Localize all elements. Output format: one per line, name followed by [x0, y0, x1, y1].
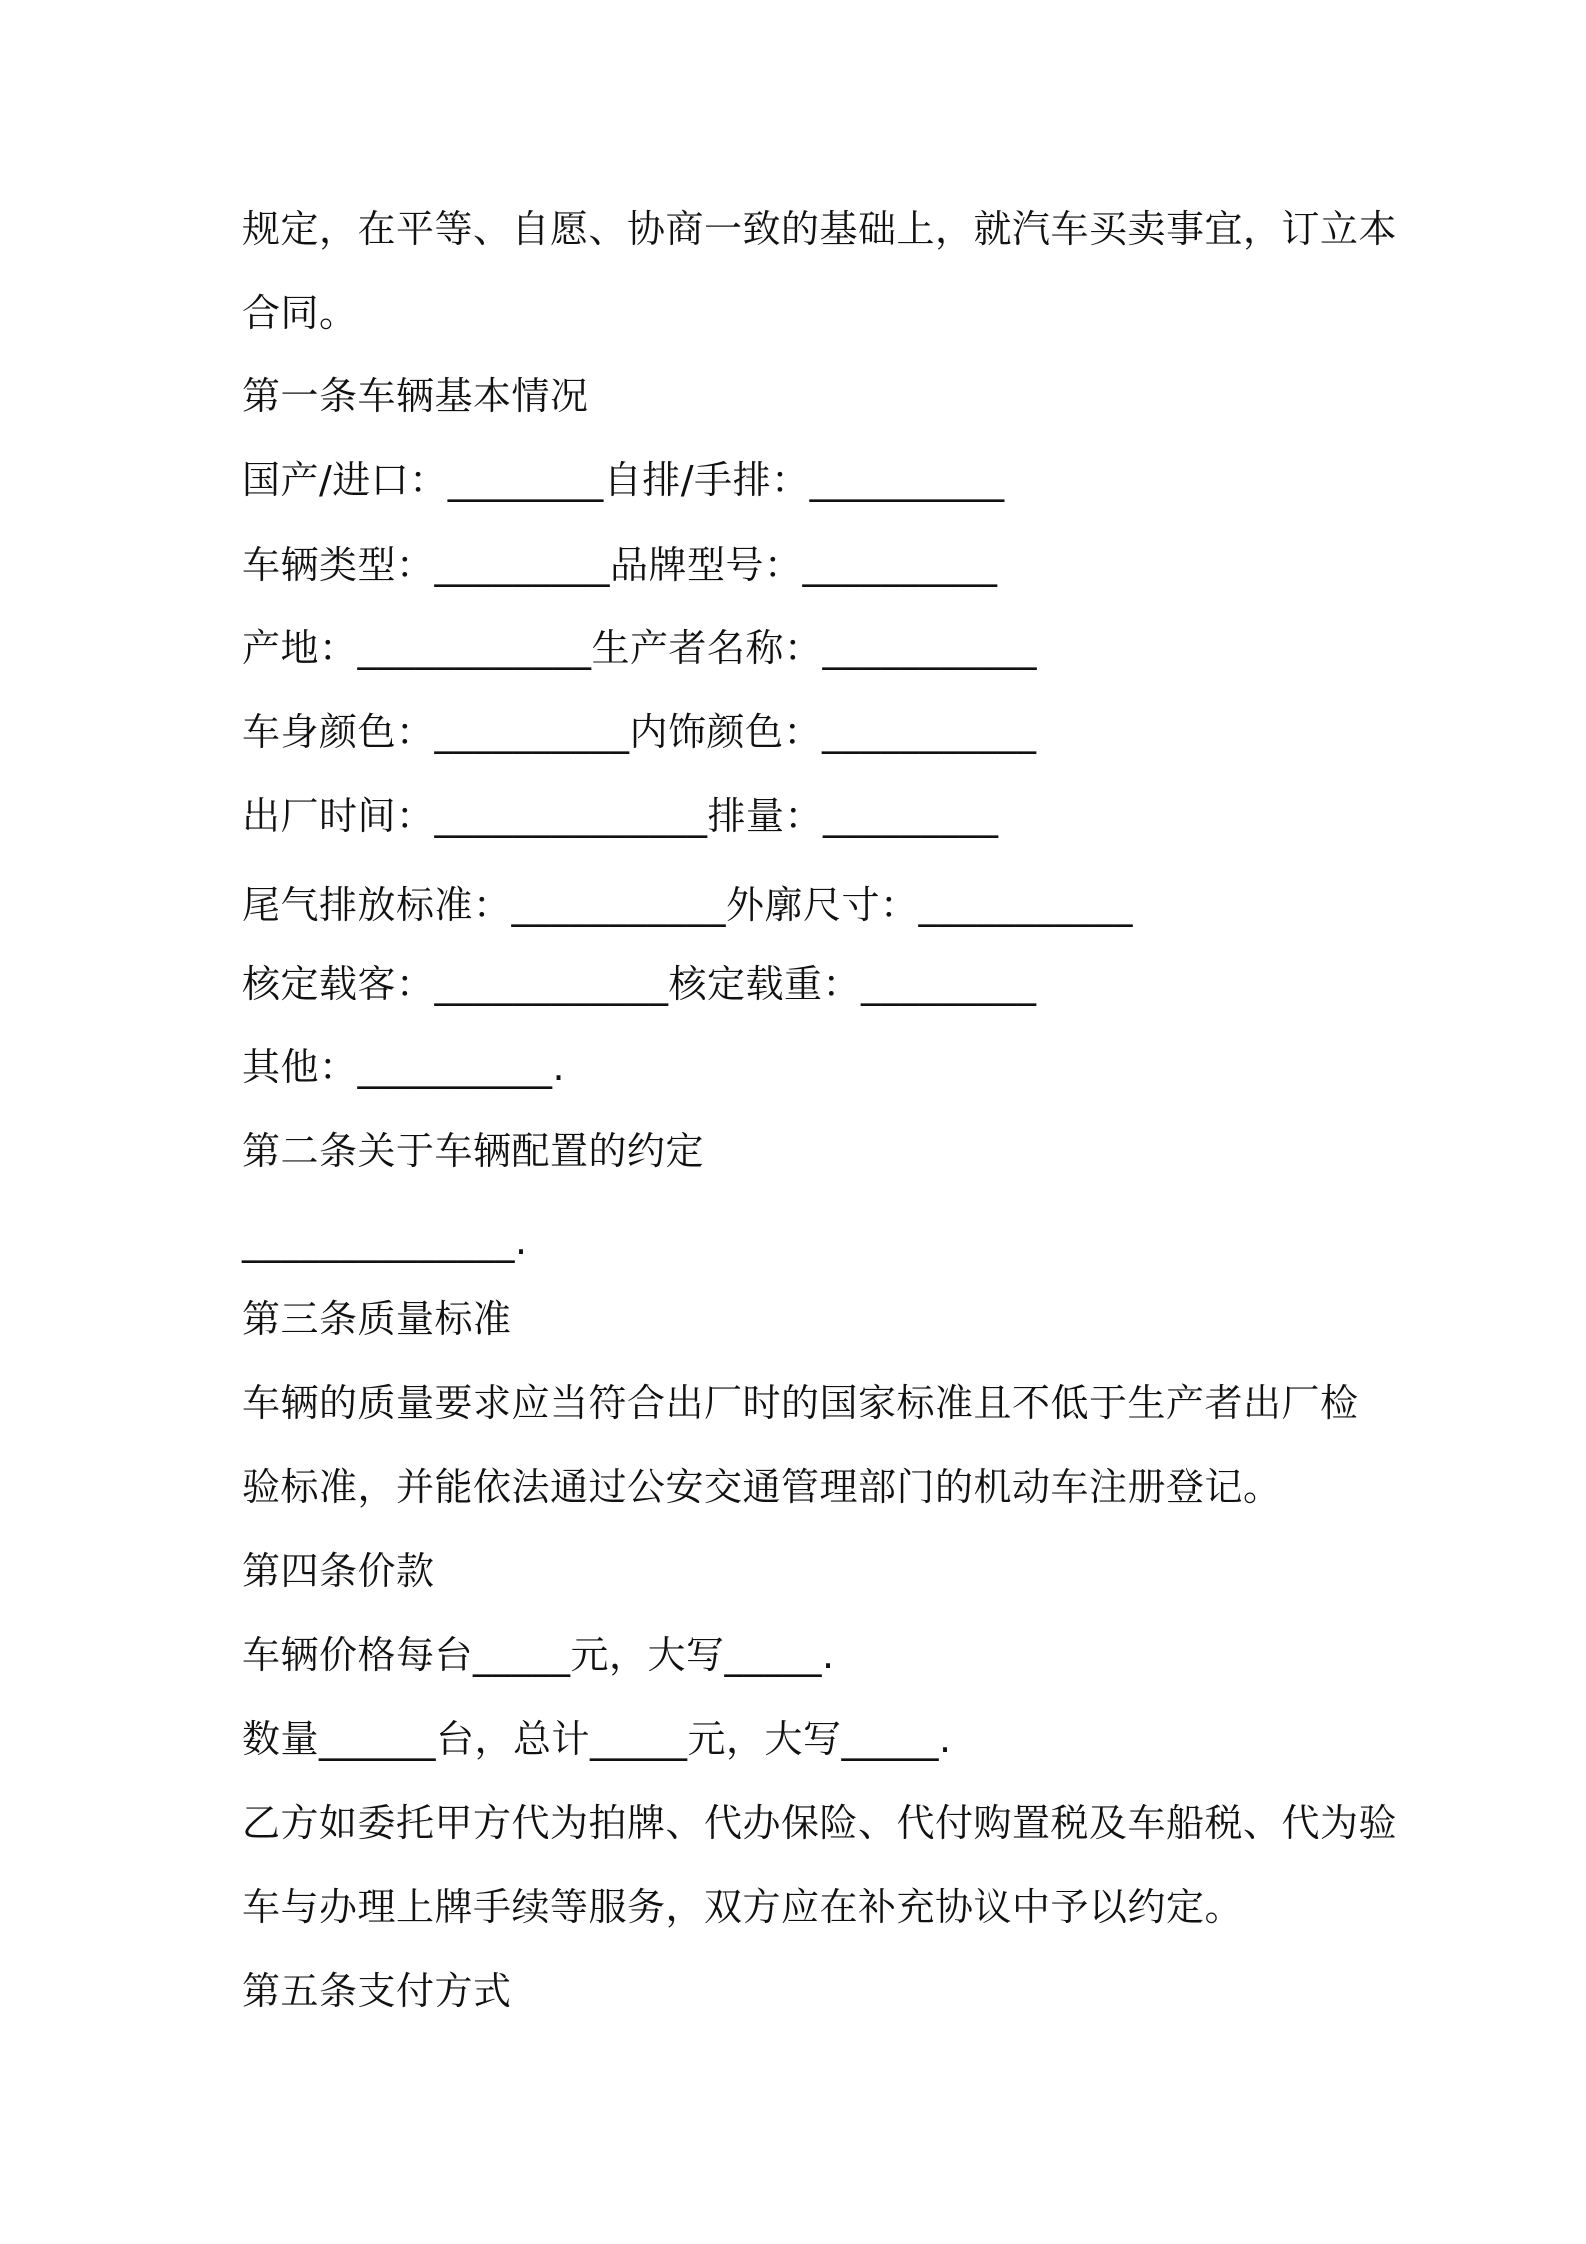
form-line: ______________.: [242, 1219, 528, 1263]
article-heading: 第四条价款: [242, 1549, 435, 1593]
article-heading: 第二条关于车辆配置的约定: [242, 1129, 705, 1173]
form-line: 产地：____________生产者名称：___________: [242, 626, 1038, 670]
form-line: 出厂时间：______________排量：_________: [242, 794, 999, 838]
form-line: 车辆价格每台_____元，大写_____.: [242, 1633, 835, 1677]
article-heading: 第五条支付方式: [242, 1969, 512, 2013]
form-line: 其他：__________.: [242, 1045, 566, 1089]
form-line: 国产/进口：________自排/手排：__________: [242, 458, 1005, 502]
form-line: 车身颜色：__________内饰颜色：___________: [242, 710, 1037, 754]
form-line: 车辆类型：_________品牌型号：__________: [242, 543, 998, 587]
paragraph-line: 合同。: [242, 291, 358, 335]
paragraph-line: 规定，在平等、自愿、协商一致的基础上，就汽车买卖事宜，订立本: [242, 207, 1398, 251]
article-heading: 第一条车辆基本情况: [242, 374, 589, 418]
paragraph-line: 车辆的质量要求应当符合出厂时的国家标准且不低于生产者出厂检: [242, 1381, 1359, 1425]
form-line: 尾气排放标准：___________外廓尺寸：___________: [242, 883, 1134, 927]
paragraph-line: 验标准，并能依法通过公安交通管理部门的机动车注册登记。: [242, 1465, 1282, 1509]
article-heading: 第三条质量标准: [242, 1297, 512, 1341]
form-line: 核定载客：____________核定载重：_________: [242, 962, 1037, 1006]
paragraph-line: 车与办理上牌手续等服务，双方应在补充协议中予以约定。: [242, 1885, 1244, 1929]
paragraph-line: 乙方如委托甲方代为拍牌、代办保险、代付购置税及车船税、代为验: [242, 1801, 1398, 1845]
form-line: 数量______台，总计_____元，大写_____.: [242, 1717, 952, 1761]
